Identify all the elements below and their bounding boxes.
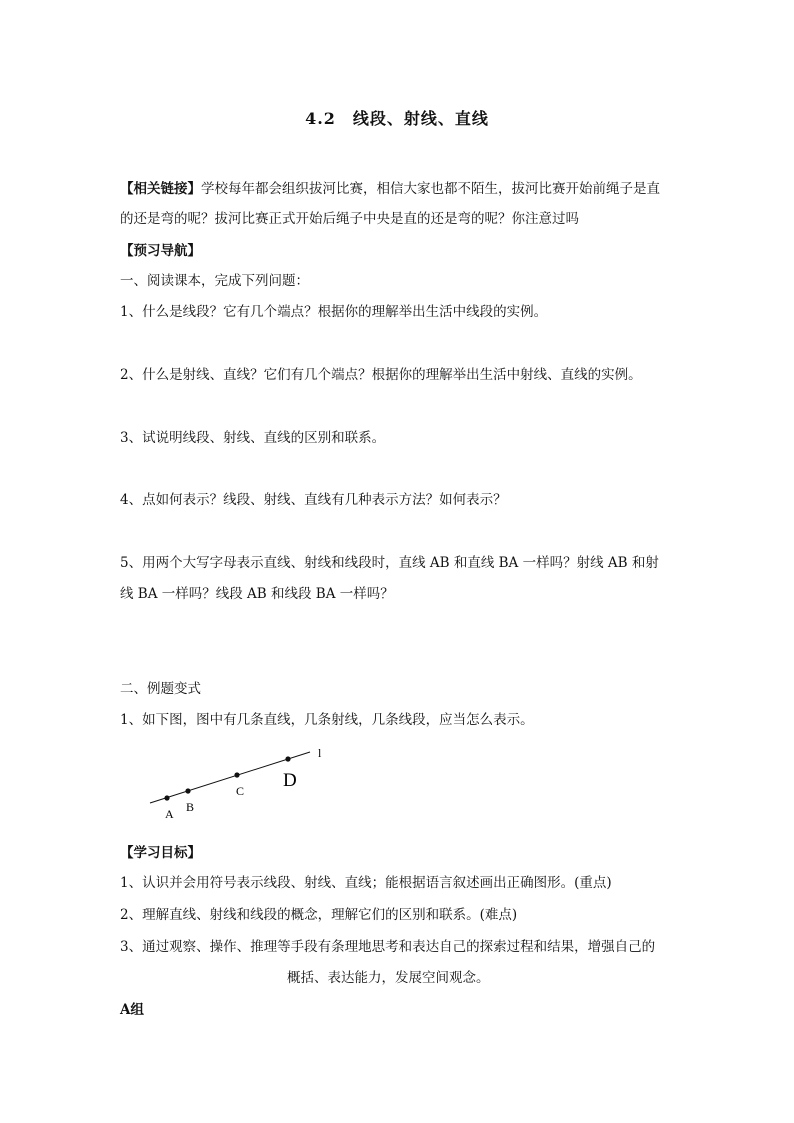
preview-question-1: 1、什么是线段？它有几个端点？根据你的理解举出生活中线段的实例。 [120, 304, 548, 320]
preview-question-5-line1: 5、用两个大写字母表示直线、射线和线段时，直线 AB 和直线 BA 一样吗？射线 AB 和射 [120, 555, 659, 571]
goal-2: 2、理解直线、射线和线段的概念，理解它们的区别和联系。(难点) [120, 907, 518, 923]
related-link-label: 【相关链接】 [120, 181, 201, 197]
preview-question-4: 4、点如何表示？线段、射线、直线有几种表示方法？如何表示？ [120, 492, 507, 508]
label-l: l [318, 746, 322, 760]
label-d: D [283, 770, 297, 791]
point-b [185, 788, 190, 793]
point-c [234, 772, 239, 777]
label-c: C [236, 784, 245, 798]
line-figure [140, 740, 350, 822]
preview-part1: 一、阅读课本，完成下列问题： [120, 273, 309, 289]
point-d [285, 756, 290, 761]
preview-question-5-line2: 线 BA 一样吗？线段 AB 和线段 BA 一样吗？ [120, 586, 394, 602]
label-b: B [186, 800, 195, 814]
page-title: 4.2 线段、射线、直线 [305, 109, 489, 128]
example-part2: 二、例题变式 [120, 681, 201, 697]
preview-question-3: 3、试说明线段、射线、直线的区别和联系。 [120, 430, 386, 446]
example-question-1: 1、如下图，图中有几条直线，几条射线，几条线段，应当怎么表示。 [120, 712, 534, 728]
goals-heading: 【学习目标】 [120, 845, 201, 861]
group-a-heading: A组 [120, 1002, 144, 1018]
goal-1: 1、认识并会用符号表示线段、射线、直线；能根据语言叙述画出正确图形。(重点) [120, 875, 612, 891]
preview-question-2: 2、什么是射线、直线？它们有几个端点？根据你的理解举出生活中射线、直线的实例。 [120, 367, 642, 383]
preview-heading: 【预习导航】 [120, 243, 201, 259]
label-a: A [165, 807, 174, 821]
related-link-line2: 的还是弯的呢？拔河比赛正式开始后绳子中央是直的还是弯的呢？你注意过吗 [120, 211, 579, 227]
point-a [164, 795, 169, 800]
goal-3-line1: 3、通过观察、操作、推理等手段有条理地思考和表达自己的探索过程和结果，增强自己的 [120, 939, 656, 955]
related-link-line1 [120, 177, 660, 197]
goal-3-line2: 概括、表达能力，发展空间观念。 [287, 970, 490, 986]
related-link-text1: 学校每年都会组织拔河比赛，相信大家也都不陌生，拔河比赛开始前绳子是直 [201, 181, 660, 197]
